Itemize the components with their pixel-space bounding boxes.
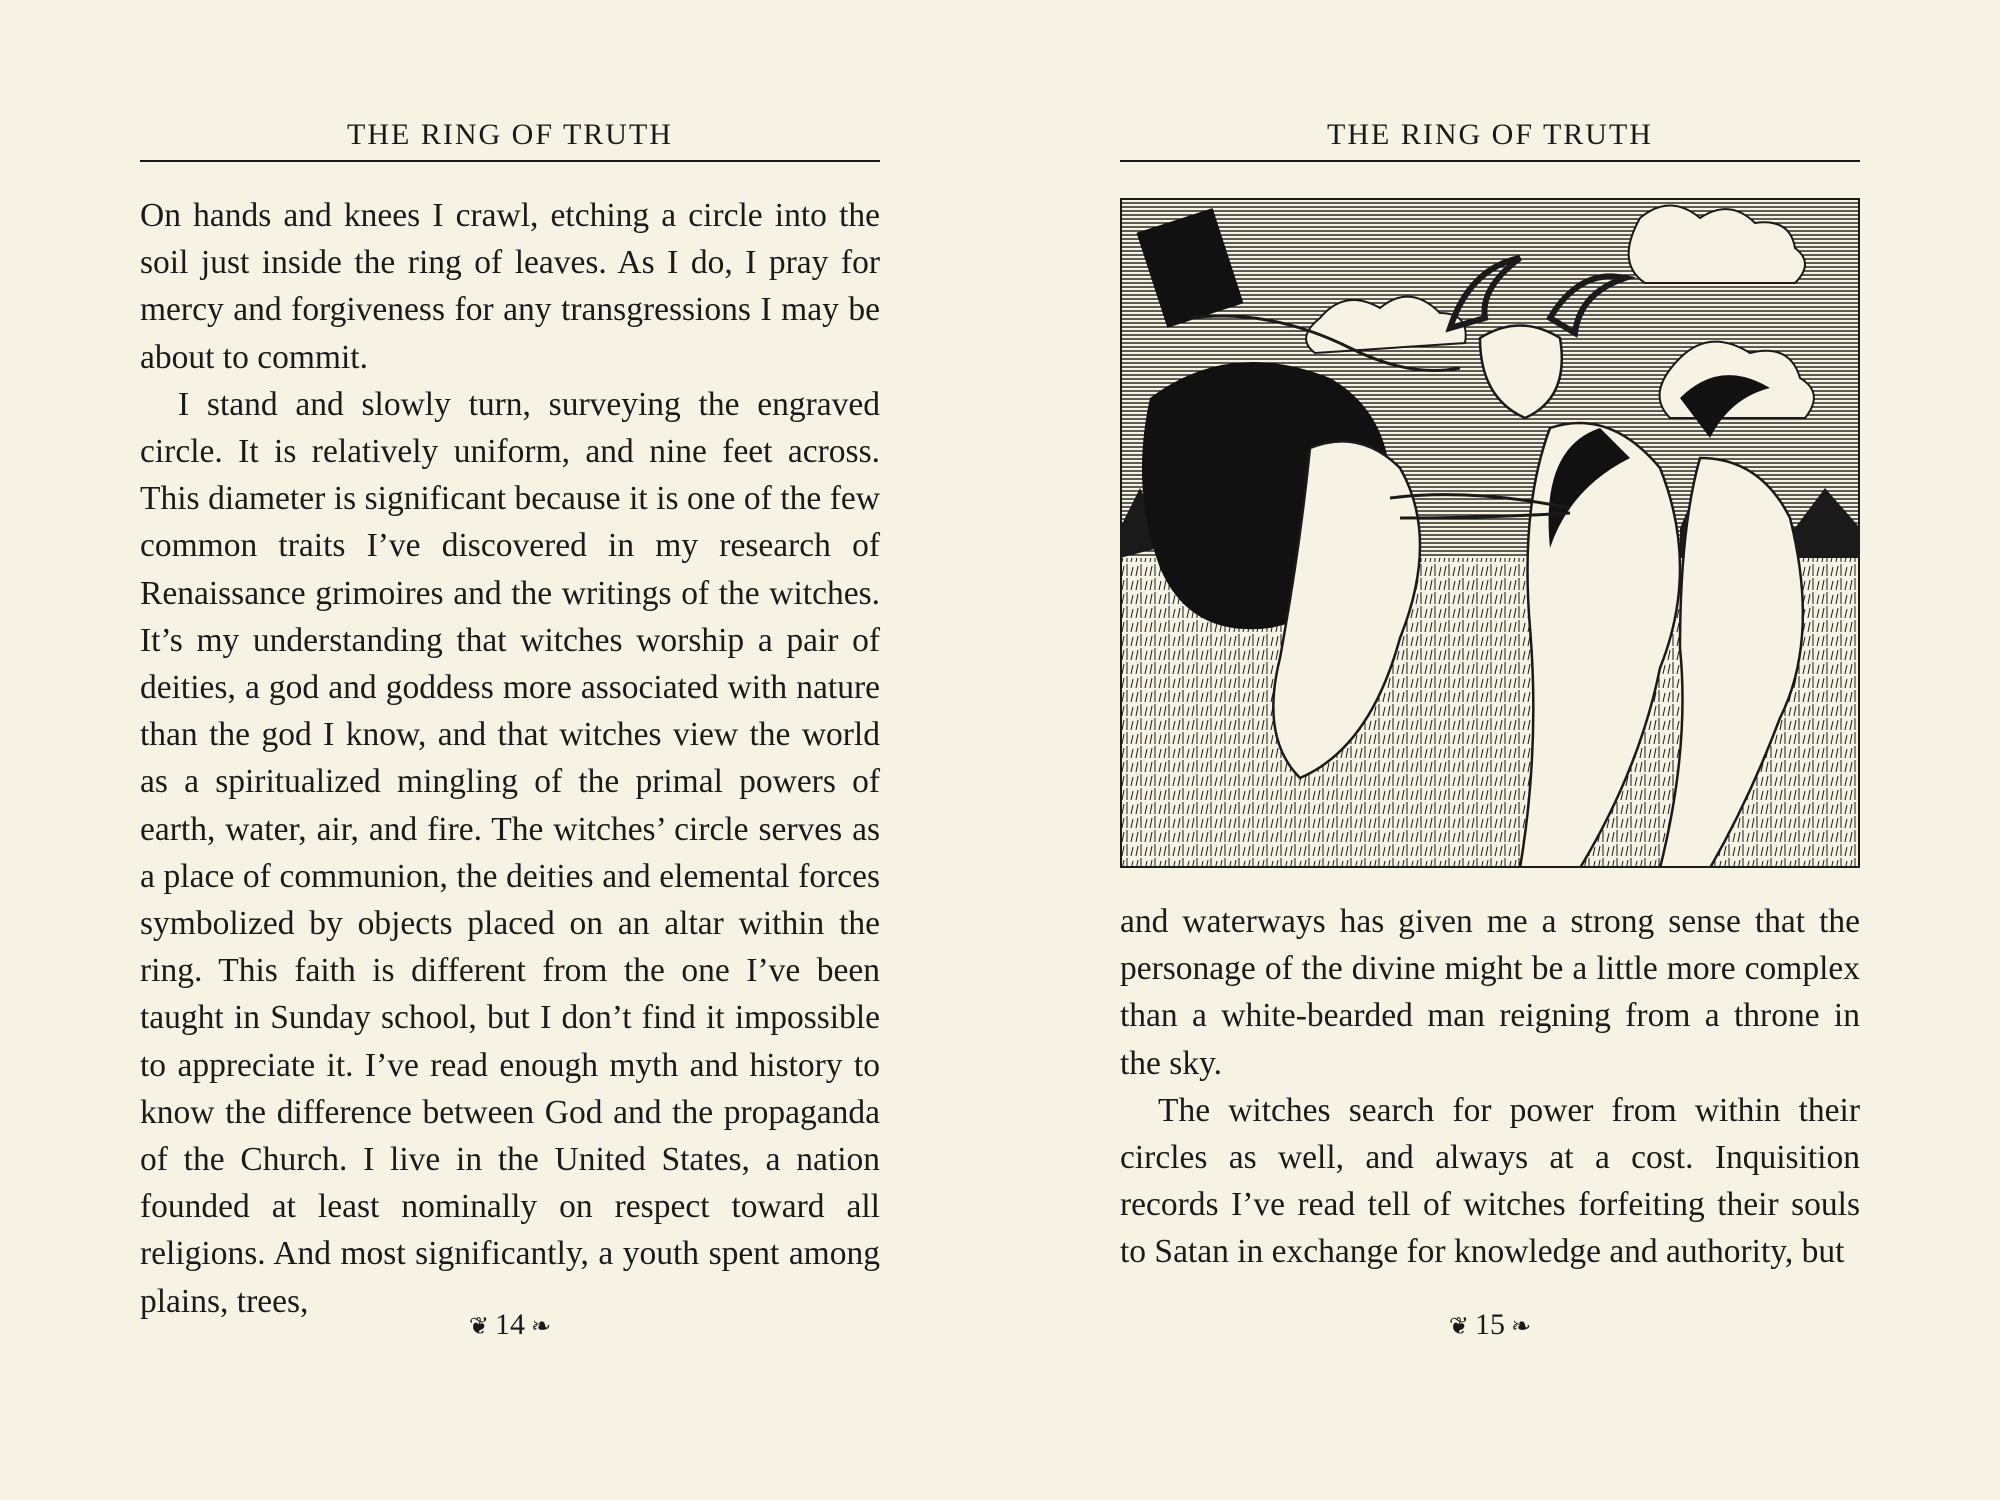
page-number	[1120, 1308, 1860, 1342]
folio-ornament-left-icon: ❦	[1448, 1314, 1469, 1340]
engraved-illustration	[1120, 198, 1860, 868]
folio-ornament-left-icon: ❦	[468, 1314, 489, 1340]
header-rule	[140, 160, 880, 162]
page-number	[140, 1308, 880, 1342]
paragraph: I stand and slowly turn, surveying the engraved circle. It is relatively uniform, and nine feet across. This diameter is significant because it is one of the few common traits I’ve discovered in my research of Renaissance grimoires and the writings of the witches. It’s my understanding that witches worship a pair of deities, a god and goddess more associated with nature than the god I know, and that witches view the world as a spiritualized mingling of the primal powers of earth, water, air, and fire. The witches’ circle serves as a place of communion, the deities and elemental forces symbolized by objects placed on an altar within the ring. This faith is different from the one I’ve been taught in Sunday school, but I don’t find it impossible to appreciate it. I’ve read enough myth and history to know the difference between God and the propaganda of the Church. I live in the United States, a nation founded at least nominally on respect toward all religions. And most significantly, a youth spent among plains, trees,	[140, 385, 880, 1320]
folio-ornament-right-icon: ❧	[1511, 1314, 1532, 1340]
running-head: THE RING OF TRUTH	[1327, 118, 1653, 151]
page-number-value: 15	[1475, 1308, 1505, 1341]
folio-ornament-right-icon: ❧	[531, 1314, 552, 1340]
body-text	[140, 192, 880, 1325]
body-text	[1120, 898, 1860, 1276]
header-rule	[1120, 160, 1860, 162]
paragraph: and waterways has given me a strong sense that the personage of the divine might be a little more complex than a white-bearded man reigning from a throne in the sky.	[1120, 903, 1860, 1082]
paragraph: On hands and knees I crawl, etching a circle into the soil just inside the ring of leaves. As I do, I pray for mercy and forgiveness for any transgressions I may be about to commit.	[140, 197, 880, 376]
paragraph: The witches search for power from within their circles as well, and always at a cost. Inquisition records I’ve read tell of witches forfeiting their souls to Satan in exchange for knowledge and authority, but	[1120, 1091, 1860, 1271]
page-number-value: 14	[495, 1308, 525, 1341]
right-page	[1120, 0, 1860, 1500]
left-page	[140, 0, 880, 1500]
running-head: THE RING OF TRUTH	[347, 118, 673, 151]
